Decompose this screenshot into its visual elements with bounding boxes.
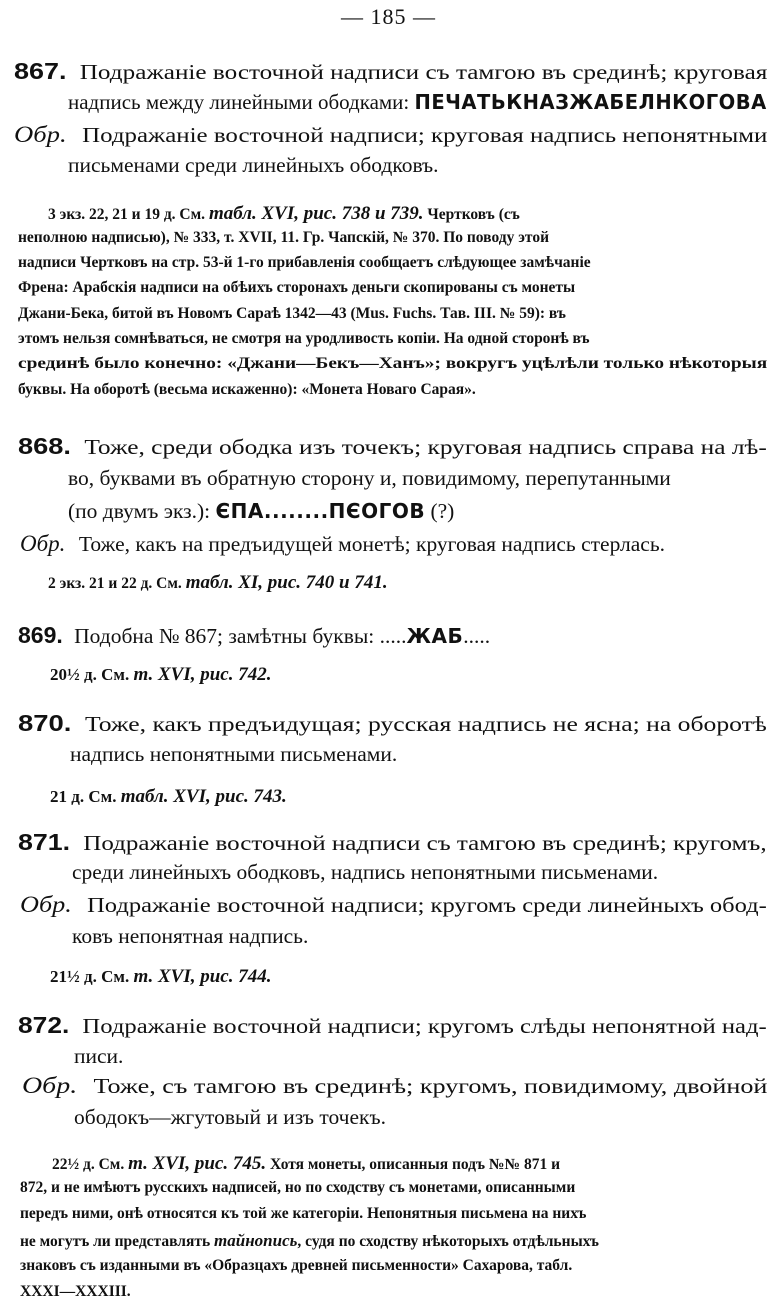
entry-872-note-2: 872, и не имѣютъ русскихъ надписей, но по сходству съ монетами, описанными [20,1179,576,1196]
entry-872-line-2 [74,1044,123,1069]
entry-868-text-4: Тоже, какъ на предъидущей монетѣ; круговая надпись стерлась. [78,532,666,556]
entry-869-text-1: Подобна № 867; замѣтны буквы: ..... [74,624,407,648]
entry-869-note-1: 20½ д. См. т. XVI, рис. 742. [50,664,272,685]
entry-867-note-1: 3 экз. 22, 21 и 19 д. См. табл. XVI, рис. 738 и 739. Чертковъ (съ [48,203,520,224]
entry-871-number: 871. [18,829,71,855]
entry-867-obverse-label: Обр. [14,122,67,147]
entry-872-note-1: 22½ д. См. т. XVI, рис. 745. Хотя монеты, описанныя подъ №№ 871 и [52,1153,561,1174]
entry-867-inscription: ПЕЧАТЬКНАЗЖАБЕЛНКОГОВА [414,90,767,114]
entry-870-text-2: надпись непонятными письменами. [70,742,398,766]
entry-868-note-1: 2 экз. 21 и 22 д. См. табл. XI, рис. 740 и 741. [48,572,388,593]
entry-871-text-1: Подражаніе восточной надписи съ тамгою въ срединѣ; кругомъ, [83,831,767,855]
entry-872-number: 872. [18,1012,70,1038]
entry-867-line-4 [68,153,439,178]
entry-872-line-4 [74,1105,386,1130]
entry-871-text-4: ковъ непонятная надпись. [72,924,309,948]
entry-868-text-3: (по двумъ экз.): [68,499,216,523]
entry-867-number: 867. [14,58,67,84]
entry-867-note-5: Джани-Бека, битой въ Новомъ Сараѣ 1342—43 (Mus. Fuchs. Тав. III. № 59): въ [18,305,566,322]
entry-868-number: 868. [18,433,71,459]
entry-872-note-6: XXXI—XXXIII. [20,1283,131,1300]
entry-867-note-4: Френа: Арабскія надписи на обѣихъ сторонахъ деньги скопированы съ монеты [18,279,576,296]
entry-871-line-2 [72,860,658,885]
entry-872-line-3 [22,1073,767,1099]
entry-872-note-3: передъ ними, онѣ относятся къ той же категоріи. Непонятныя письмена на нихъ [20,1205,587,1222]
entry-868-line-3: (по двумъ экз.): ЄПА........ПЄОГОВ (?) [68,499,455,523]
entry-872-text-1: Подражаніе восточной надписи; кругомъ слѣды непонятной над- [82,1014,767,1038]
entry-868-line-2 [68,466,671,491]
entry-869-inscription: ЖАБ [406,624,464,648]
entry-872-text-3: Тоже, съ тамгою въ срединѣ; кругомъ, повидимому, двойной [93,1074,768,1098]
entry-868-text-1: Тоже, среди ободка изъ точекъ; круговая надпись справа на лѣ- [84,435,767,459]
entry-868-text-2: во, буквами въ обратную сторону и, повидимому, перепутанными [68,466,671,490]
entry-869-line-1: 869. Подобна № 867; замѣтны буквы: .....ЖАБ..... [18,622,491,648]
entry-867-line-2 [68,90,767,115]
entry-867-note-8: буквы. На оборотѣ (весьма искаженно): «Монета Новаго Сарая». [18,381,476,398]
entry-868-line-4 [20,531,665,557]
entry-867-line-1 [14,58,767,85]
entry-871-line-1 [18,829,767,856]
entry-867-note-2: неполною надписью), № 333, т. XVII, 11. Гр. Чапскій, № 370. По поводу этой [18,229,549,246]
entry-870-number: 870. [18,710,72,736]
entry-868-obverse-label: Обр. [20,531,66,556]
entry-868-line-1 [18,433,767,460]
entry-867-note-6: этомъ нельзя сомнѣваться, не смотря на уродливость копіи. На одной сторонѣ въ [18,330,590,347]
entry-871-obverse-label: Обр. [20,892,72,917]
entry-870-line-2 [70,742,397,767]
entry-867-line-3 [14,122,767,148]
entry-869-number: 869. [18,622,63,648]
entry-872-text-2: писи. [74,1044,124,1068]
entry-867-text-2: надпись между линейными ободками: [68,90,415,114]
entry-870-text-1: Тоже, какъ предъидущая; русская надпись не ясна; на оборотѣ [84,712,767,736]
entry-872-note-5: знаковъ съ изданными въ «Образцахъ древней письменности» Сахарова, табл. [20,1257,573,1274]
entry-871-line-4 [72,924,308,949]
entry-867-note-7: срединѣ было конечно: «Джани—Бекъ—Ханъ»; вокругъ уцѣлѣли только нѣкоторыя [18,355,768,372]
entry-867-note-3: надписи Чертковъ на стр. 53-й 1-го прибавленія сообщаетъ слѣдующее замѣчаніе [18,254,591,271]
entry-871-text-3: Подражаніе восточной надписи; кругомъ среди линейныхъ обод- [87,893,767,917]
entry-867-text-4: письменами среди линейныхъ ободковъ. [68,153,439,177]
entry-871-note-1: 21½ д. См. т. XVI, рис. 744. [50,966,272,987]
entry-872-note-4: не могутъ ли представлять тайнопись, судя по сходству нѣкоторыхъ отдѣльныхъ [20,1231,599,1250]
entry-871-line-3 [20,892,767,918]
entry-867-text-3: Подражаніе восточной надписи; круговая надпись непонятными [82,123,768,147]
page-number: — 185 — [341,4,436,29]
entry-870-line-1 [18,710,767,737]
entry-867-text-1: Подражаніе восточной надписи съ тамгою въ срединѣ; круговая [79,60,768,84]
entry-868-inscription: ЄПА........ПЄОГОВ [215,499,426,523]
entry-872-obverse-label: Обр. [22,1073,78,1098]
entry-871-text-2: среди линейныхъ ободковъ, надпись непонятными письменами. [72,860,659,884]
entry-870-note-1: 21 д. См. табл. XVI, рис. 743. [50,786,287,807]
entry-872-text-4: ободокъ—жгутовый и изъ точекъ. [74,1105,386,1129]
entry-872-line-1 [18,1012,767,1039]
